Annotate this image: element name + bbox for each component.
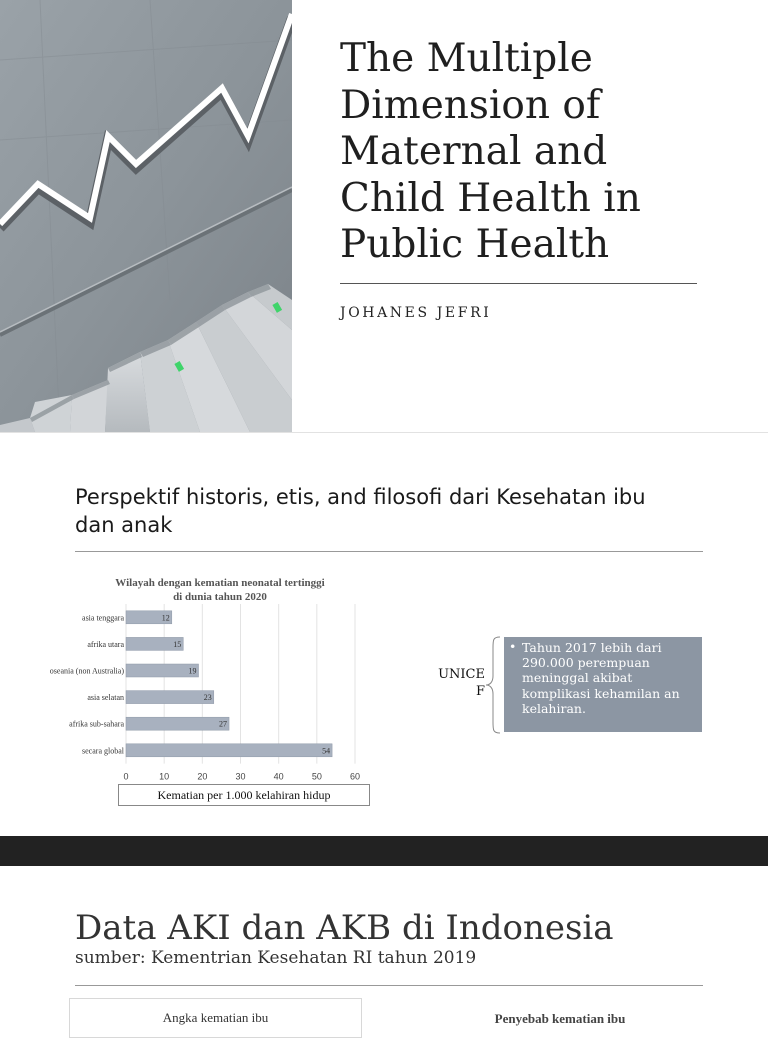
penyebab-chart-title: Penyebab kematian ibu xyxy=(494,1011,626,1026)
chart-x-tick-label: 40 xyxy=(273,771,284,782)
chart-data-label: 54 xyxy=(322,746,331,756)
fact-line: kelahiran. xyxy=(522,700,586,716)
chart-bar xyxy=(126,717,229,730)
heading-divider xyxy=(75,985,703,986)
heading-line: Perspektif historis, etis, and filosofi dari Kesehatan ibu xyxy=(75,485,646,509)
fact-line: komplikasi kehamilan an xyxy=(522,685,680,701)
chart-data-label: 23 xyxy=(203,693,212,703)
slide3-heading: Data AKI dan AKB di Indonesia xyxy=(75,908,614,948)
heading-line: dan anak xyxy=(75,513,173,537)
title-slide xyxy=(0,0,768,432)
chart-x-tick-label: 0 xyxy=(123,771,129,782)
title-line: Child Health in xyxy=(340,175,641,221)
chart-x-tick-label: 10 xyxy=(159,771,170,782)
chart-category-label: asia selatan xyxy=(87,693,124,703)
fact-line: Tahun 2017 lebih dari xyxy=(522,640,662,655)
chart-bar xyxy=(126,691,214,704)
author-name: JOHANES JEFRI xyxy=(340,305,492,321)
chart-category-label: oseania (non Australia) xyxy=(49,666,124,676)
slide3-subtitle: sumber: Kementrian Kesehatan RI tahun 2019 xyxy=(75,948,477,968)
title-line: The Multiple xyxy=(340,36,593,81)
unicef-fact-box xyxy=(504,637,702,732)
chart-x-tick-label: 20 xyxy=(197,771,208,782)
bullet-icon: • xyxy=(509,639,517,654)
stairs-graph-illustration xyxy=(0,0,292,432)
chart-title-line: di dunia tahun 2020 xyxy=(173,591,267,603)
chart-title-line: Wilayah dengan kematian neonatal tertinggi xyxy=(115,577,325,589)
neonatal-mortality-bar-chart xyxy=(49,600,380,782)
unicef-label-line: F xyxy=(475,684,485,699)
unicef-label xyxy=(410,666,485,700)
chart-data-label: 27 xyxy=(219,719,228,729)
chart-x-tick-label: 30 xyxy=(235,771,246,782)
chart-category-label: asia tenggara xyxy=(82,613,124,623)
chart-x-axis-label: Kematian per 1.000 kelahiran hidup xyxy=(118,784,370,806)
title-line: Maternal and xyxy=(340,129,608,174)
fact-line: 290.000 perempuan xyxy=(522,655,650,671)
chart-category-label: afrika sub-sahara xyxy=(69,719,124,729)
chart-data-label: 15 xyxy=(173,639,182,649)
slide-separator xyxy=(0,432,768,433)
title-divider xyxy=(340,283,697,284)
chart-x-tick-label: 50 xyxy=(311,771,322,782)
hero-image-stairs-graph xyxy=(0,0,292,432)
fact-line: meninggal akibat xyxy=(522,670,633,686)
aki-chart-title: Angka kematian ibu xyxy=(162,1010,269,1025)
curly-brace-icon xyxy=(484,636,502,734)
title-line: Public Health xyxy=(340,222,610,267)
chart-bar xyxy=(126,744,332,757)
slide2-heading xyxy=(75,483,715,539)
presentation-title xyxy=(340,36,740,269)
heading-divider xyxy=(75,551,703,552)
chart-data-label: 19 xyxy=(188,666,197,676)
unicef-label-line: UNICE xyxy=(438,667,485,682)
chart-data-label: 12 xyxy=(161,613,170,623)
chart-category-label: afrika utara xyxy=(87,639,124,649)
slide-separator-dark xyxy=(0,836,768,866)
chart-x-tick-label: 60 xyxy=(349,771,361,782)
title-line: Dimension of xyxy=(340,82,601,128)
chart-category-label: secara global xyxy=(82,746,124,756)
